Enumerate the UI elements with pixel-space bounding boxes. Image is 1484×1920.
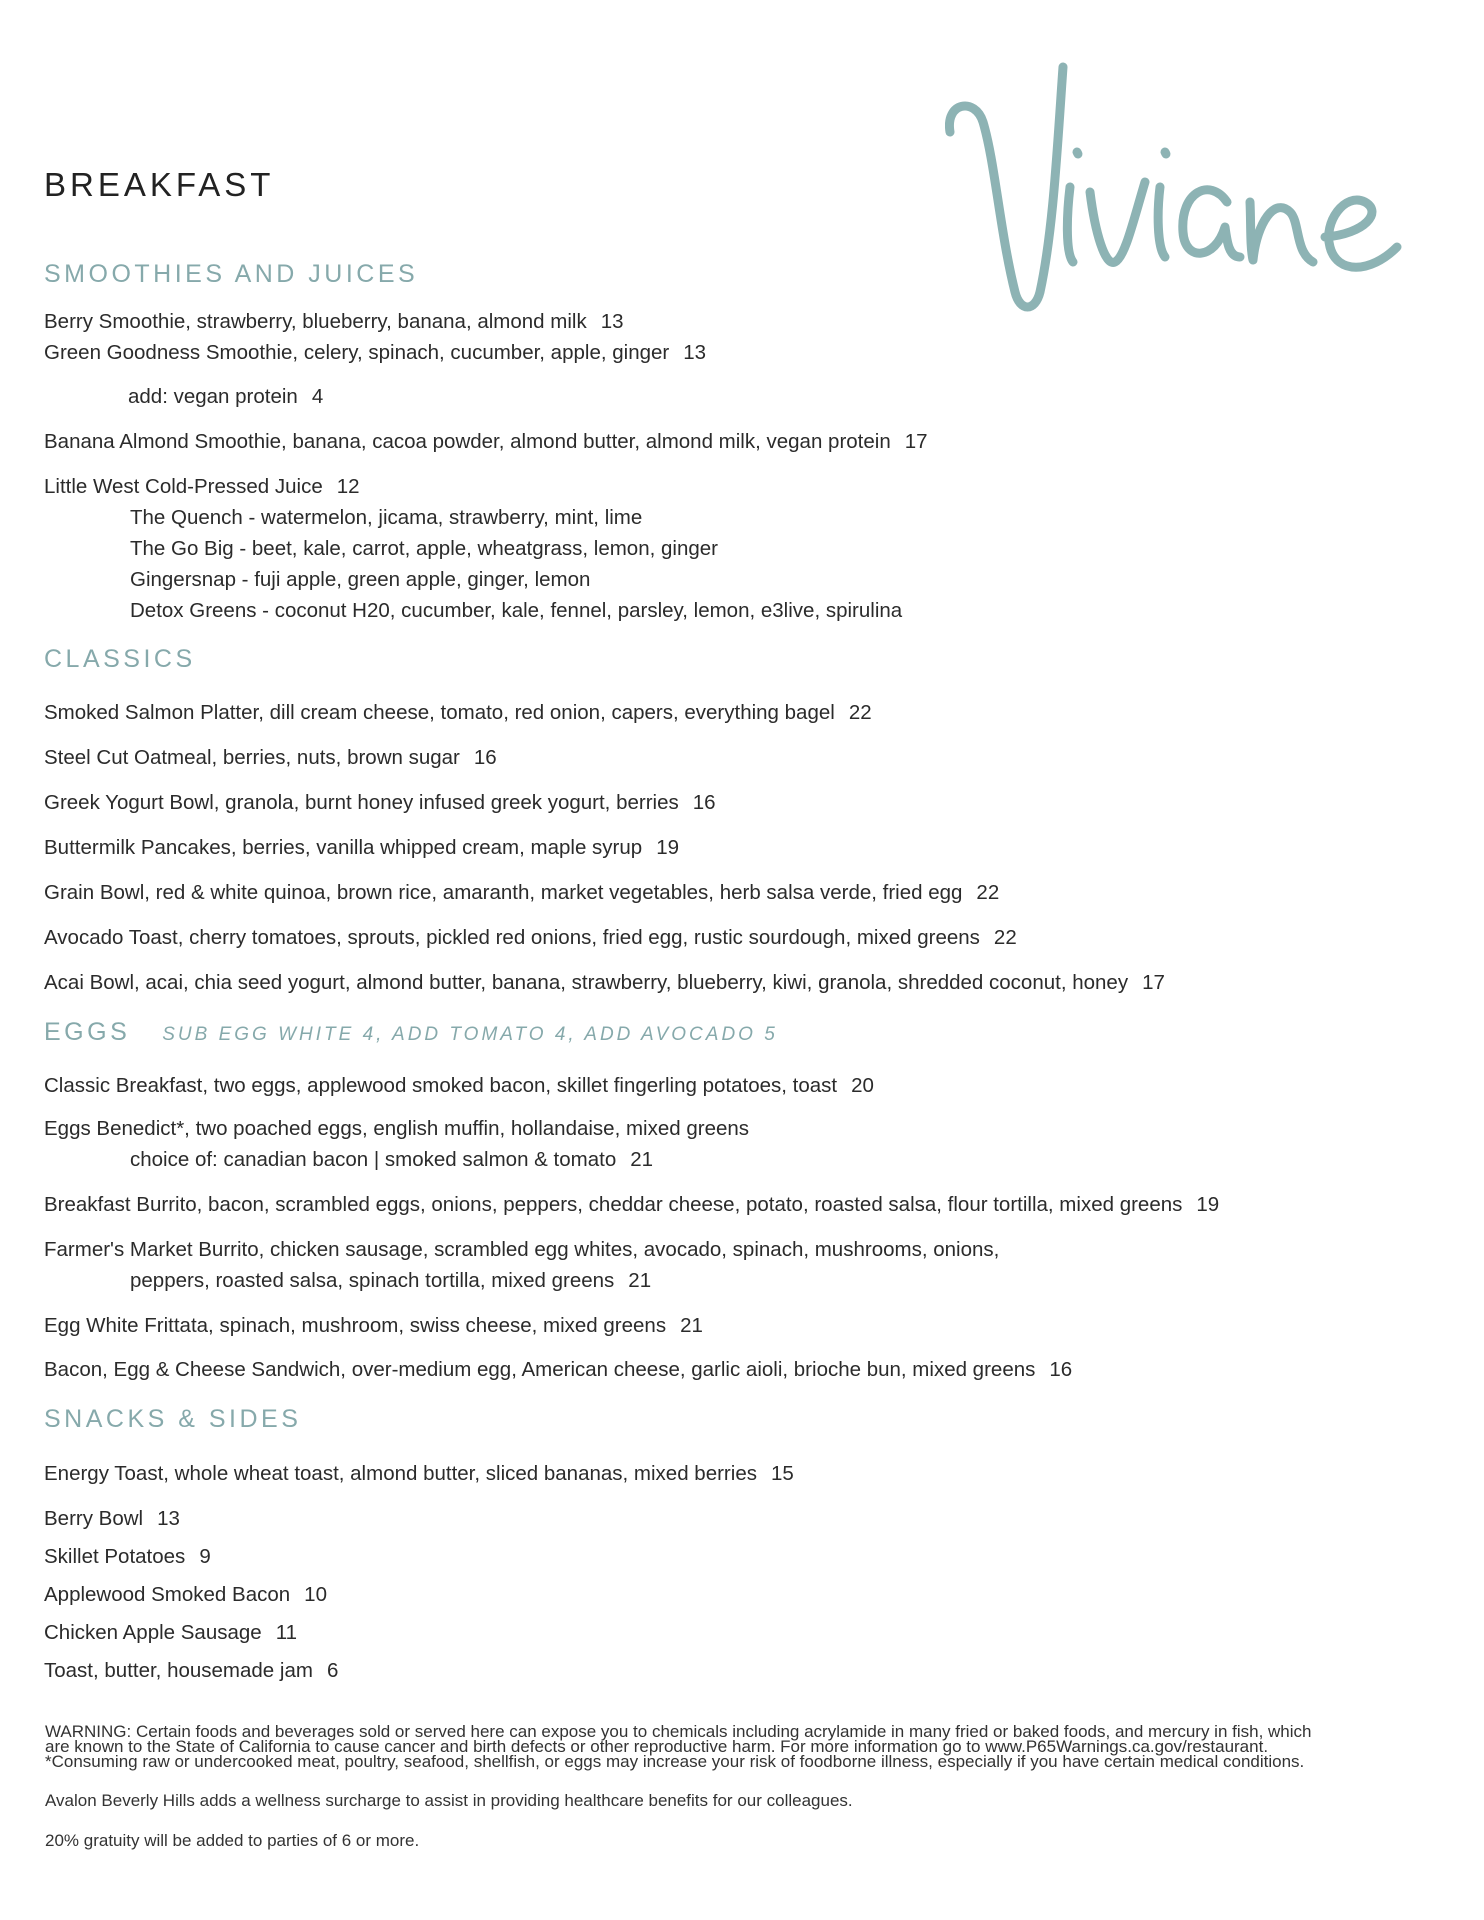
section-title-classics: CLASSICS — [44, 645, 196, 673]
item-price: 4 — [311, 385, 324, 408]
juice-option: The Go Big - beet, kale, carrot, apple, wheatgrass, lemon, ginger — [130, 537, 718, 560]
menu-item — [44, 701, 872, 725]
item-text: Avocado Toast, cherry tomatoes, sprouts, pickled red onions, fried egg, rustic sourdough, mixed greens — [44, 926, 980, 949]
eggs-note: SUB EGG WHITE 4, ADD TOMATO 4, ADD AVOCADO 5 — [162, 1024, 778, 1045]
item-price: 19 — [656, 836, 679, 859]
menu-item — [44, 836, 679, 860]
viviane-logo — [945, 62, 1405, 322]
menu-item — [44, 926, 1017, 950]
item-text: Chicken Apple Sausage — [44, 1621, 262, 1644]
item-text: Smoked Salmon Platter, dill cream cheese, tomato, red onion, capers, everything bagel — [44, 701, 835, 724]
menu-item — [44, 475, 360, 499]
menu-item — [44, 430, 928, 454]
menu-item — [44, 1545, 211, 1569]
item-price: 21 — [628, 1269, 652, 1292]
item-text: Classic Breakfast, two eggs, applewood smoked bacon, skillet fingerling potatoes, toast — [44, 1074, 838, 1097]
juice-option: The Quench - watermelon, jicama, strawberry, mint, lime — [130, 506, 643, 529]
warning-line: WARNING: Certain foods and beverages sold or served here can expose you to chemicals including acrylamide in many fried or baked foods, and mercury in fish, which — [45, 1722, 1312, 1741]
menu-title: BREAKFAST — [44, 166, 275, 203]
item-text: Skillet Potatoes — [44, 1545, 186, 1568]
item-text: Energy Toast, whole wheat toast, almond butter, sliced bananas, mixed berries — [44, 1462, 757, 1485]
item-price: 6 — [326, 1659, 339, 1682]
menu-item — [44, 1507, 180, 1531]
item-text: Little West Cold-Pressed Juice — [44, 475, 323, 498]
menu-item — [44, 971, 1165, 995]
item-text: Egg White Frittata, spinach, mushroom, swiss cheese, mixed greens — [44, 1314, 667, 1337]
item-text: peppers, roasted salsa, spinach tortilla, mixed greens — [130, 1269, 615, 1292]
menu-item — [44, 1659, 338, 1683]
item-price: 17 — [1142, 971, 1165, 994]
item-price: 21 — [680, 1314, 703, 1337]
item-text: Grain Bowl, red & white quinoa, brown rice, amaranth, market vegetables, herb salsa verde, fried egg — [44, 881, 963, 904]
item-price: 17 — [904, 430, 928, 453]
item-price: 21 — [630, 1148, 654, 1171]
item-text: choice of: canadian bacon | smoked salmon & tomato — [130, 1148, 617, 1171]
item-price: 16 — [692, 791, 716, 814]
item-text: Toast, butter, housemade jam — [44, 1659, 313, 1682]
item-price: 20 — [851, 1074, 874, 1097]
menu-item — [44, 1314, 703, 1338]
item-price: 16 — [1049, 1358, 1073, 1381]
menu-item — [44, 1074, 874, 1098]
item-text: Applewood Smoked Bacon — [44, 1583, 291, 1606]
menu-item — [44, 341, 706, 365]
item-text: Berry Bowl — [44, 1507, 144, 1530]
menu-item — [44, 1358, 1072, 1382]
item-text: Berry Smoothie, strawberry, blueberry, banana, almond milk — [44, 310, 587, 333]
menu-item — [44, 791, 716, 815]
menu-item — [44, 1621, 297, 1645]
menu-item — [44, 1193, 1219, 1217]
item-text: add: vegan protein — [128, 385, 298, 408]
item-text: Acai Bowl, acai, chia seed yogurt, almond butter, banana, strawberry, blueberry, kiwi, granola, shredded coconut, honey — [44, 971, 1129, 994]
item-price: 13 — [157, 1507, 180, 1530]
item-price: 22 — [993, 926, 1017, 949]
warning-line: are known to the State of California to cause cancer and birth defects or other reproductive harm. For more information go to www.P65Warnings.ca.gov/restaurant. — [45, 1737, 1269, 1756]
item-price: 22 — [976, 881, 1000, 904]
item-text: Banana Almond Smoothie, banana, cacoa powder, almond butter, almond milk, vegan protein — [44, 430, 891, 453]
item-price: 16 — [473, 746, 497, 769]
menu-item: Farmer's Market Burrito, chicken sausage, scrambled egg whites, avocado, spinach, mushrooms, onions, — [44, 1238, 1000, 1261]
menu-item — [44, 310, 624, 334]
menu-item: Eggs Benedict*, two poached eggs, english muffin, hollandaise, mixed greens — [44, 1117, 750, 1140]
warning-line: *Consuming raw or undercooked meat, poultry, seafood, shellfish, or eggs may increase your risk of foodborne illness, especially if you have certain medical conditions. — [45, 1752, 1305, 1771]
item-price: 12 — [336, 475, 360, 498]
menu-item-continuation — [130, 1269, 651, 1293]
menu-item — [44, 1583, 327, 1607]
item-price: 13 — [600, 310, 624, 333]
surcharge-notice: Avalon Beverly Hills adds a wellness surcharge to assist in providing healthcare benefits for our colleagues. — [45, 1791, 853, 1810]
menu-item — [44, 1462, 794, 1486]
section-title-snacks: SNACKS & SIDES — [44, 1405, 302, 1433]
item-text: Breakfast Burrito, bacon, scrambled eggs, onions, peppers, cheddar cheese, potato, roasted salsa, flour tortilla, mixed greens — [44, 1193, 1183, 1216]
item-price: 9 — [199, 1545, 211, 1568]
item-text: Steel Cut Oatmeal, berries, nuts, brown sugar — [44, 746, 460, 769]
section-title-eggs — [44, 1018, 778, 1047]
menu-item — [44, 746, 497, 770]
item-price: 19 — [1196, 1193, 1220, 1216]
item-price: 13 — [683, 341, 707, 364]
section-title-smoothies: SMOOTHIES AND JUICES — [44, 260, 419, 288]
gratuity-notice: 20% gratuity will be added to parties of 6 or more. — [45, 1831, 420, 1850]
item-price: 15 — [770, 1462, 794, 1485]
item-text: Green Goodness Smoothie, celery, spinach, cucumber, apple, ginger — [44, 341, 670, 364]
juice-option: Gingersnap - fuji apple, green apple, ginger, lemon — [130, 568, 591, 591]
item-text: Greek Yogurt Bowl, granola, burnt honey infused greek yogurt, berries — [44, 791, 679, 814]
item-text: Bacon, Egg & Cheese Sandwich, over-medium egg, American cheese, garlic aioli, brioche bun, mixed greens — [44, 1358, 1036, 1381]
item-price: 11 — [275, 1621, 297, 1644]
menu-addon — [128, 385, 323, 409]
item-price: 22 — [848, 701, 872, 724]
eggs-title: EGGS — [44, 1018, 131, 1046]
item-price: 10 — [304, 1583, 327, 1606]
juice-option: Detox Greens - coconut H20, cucumber, kale, fennel, parsley, lemon, e3live, spirulina — [130, 599, 903, 622]
item-text: Buttermilk Pancakes, berries, vanilla whipped cream, maple syrup — [44, 836, 643, 859]
menu-item — [44, 881, 999, 905]
menu-item-continuation — [130, 1148, 653, 1172]
